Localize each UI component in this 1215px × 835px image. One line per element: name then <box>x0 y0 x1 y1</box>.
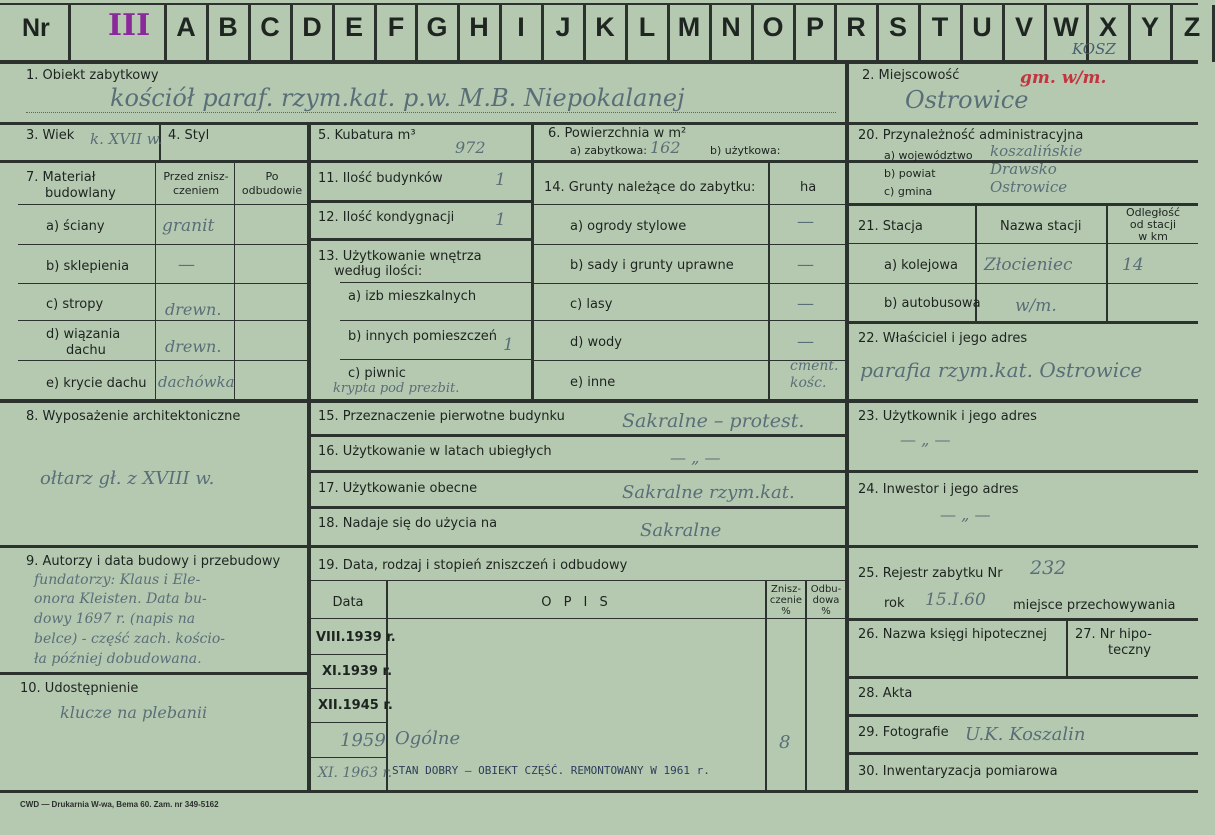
f19-r4 <box>310 757 388 758</box>
letter-index-j: J <box>555 12 571 42</box>
f7-row-d-value: drewn. <box>165 337 222 356</box>
f21-a-rule <box>848 283 1198 284</box>
f7-vline-a <box>155 162 156 400</box>
f29-top-rule <box>848 714 1198 717</box>
rule-row-2 <box>0 122 1198 125</box>
f2-value: Ostrowice <box>905 86 1029 114</box>
f7-label-1: 7. Materiał <box>26 170 96 185</box>
letter-index-b: B <box>218 12 238 42</box>
f14-row-d-label: d) wody <box>570 335 622 350</box>
f24-value: — „ — <box>940 505 991 524</box>
letter-index-g: G <box>426 12 448 42</box>
printer-footer: CWD — Drukarnia W-wa, Bema 60. Zam. nr 349-5162 <box>20 800 219 809</box>
letter-index-k: K <box>595 12 615 42</box>
f20-a: a) województwo <box>884 149 973 162</box>
f29-label: 29. Fotografie <box>858 725 949 740</box>
f7-row-a-label: a) ściany <box>46 219 105 234</box>
f8-value: ołtarz gł. z XVIII w. <box>40 468 215 489</box>
f7-row-b-label: b) sklepienia <box>46 259 130 274</box>
f19-row-4-date: 1959 <box>340 730 386 751</box>
f14-row-b-value: — <box>797 255 814 275</box>
f16-value: — „ — <box>670 448 721 467</box>
f13-label-1: 13. Użytkowanie wnętrza <box>318 249 482 264</box>
letter-index-p: P <box>805 12 824 42</box>
f19-row-1-date: VIII.1939 r. <box>316 630 396 645</box>
letter-index-s: S <box>888 12 907 42</box>
f11-rule <box>310 200 532 203</box>
letter-index-l: L <box>638 12 656 42</box>
f14-vline <box>768 162 770 400</box>
f27-label-2: teczny <box>1108 643 1151 658</box>
f19-col-date: Data <box>332 595 364 610</box>
f5-value: 972 <box>455 138 486 157</box>
f19-row-3-date: XII.1945 r. <box>318 698 393 713</box>
f9-line-1: fundatorzy: Klaus i Ele- <box>34 572 201 588</box>
roman-numeral: III <box>108 8 151 43</box>
letter-index-m: M <box>677 12 701 42</box>
f14-row-a-label: a) ogrody stylowe <box>570 219 687 234</box>
f6-sub-a: a) zabytkowa: <box>570 144 647 157</box>
f19-row-4-pct: 8 <box>779 732 791 753</box>
f28-label: 28. Akta <box>858 686 913 701</box>
f23-value: — „ — <box>900 430 951 449</box>
letter-index-t: T <box>931 12 949 42</box>
f1-value: kościół paraf. rzym.kat. p.w. M.B. Niepokalanej <box>110 84 685 112</box>
f21-label: 21. Stacja <box>858 219 923 234</box>
f21-dist-2: od stacji <box>1129 218 1177 231</box>
f7-row-d-label-2: dachu <box>66 343 106 358</box>
f3-value: k. XVII w. <box>90 130 163 148</box>
f19-col-rebuilt-1: Odbu- <box>810 584 842 595</box>
letter-index-w: W <box>1053 12 1079 42</box>
f13-b-value: 1 <box>503 335 514 355</box>
f7-r4 <box>18 360 308 361</box>
f6-value-a: 162 <box>650 138 681 157</box>
f21-b: b) autobusowa <box>884 296 981 311</box>
f22-value: parafia rzym.kat. Ostrowice <box>860 358 1143 382</box>
f6-sub-b: b) użytkowa: <box>710 144 781 157</box>
f7-row-e-value: dachówka <box>158 373 235 391</box>
rule-row-9 <box>0 545 1198 548</box>
f14-row-e-value-1: cment. <box>790 358 839 374</box>
f20-b: b) powiat <box>884 167 936 180</box>
f14-row-a-value: — <box>797 212 814 232</box>
letter-index-o: O <box>762 12 784 42</box>
f21-dist-1: Odległość <box>1125 206 1181 219</box>
f7-r2 <box>18 283 308 284</box>
f18-top-rule <box>310 506 846 509</box>
f19-r3 <box>310 722 388 723</box>
f21-head-rule <box>848 243 1198 244</box>
f25-label: 25. Rejestr zabytku Nr <box>858 566 1003 581</box>
f19-label: 19. Data, rodzaj i stopień zniszczeń i odbudowy <box>318 558 628 573</box>
f30-top-rule <box>848 752 1198 755</box>
f5-label: 5. Kubatura m³ <box>318 128 416 143</box>
f9-line-2: onora Kleisten. Data bu- <box>34 591 207 607</box>
f14-head-rule <box>533 204 846 205</box>
letter-index-r: R <box>846 12 866 42</box>
nr-separator <box>68 5 71 62</box>
f6-label: 6. Powierzchnia w m² <box>548 126 687 141</box>
letter-index-n: N <box>721 12 741 42</box>
f14-label: 14. Grunty należące do zabytku: <box>544 180 756 195</box>
f19-vline-date <box>386 580 388 792</box>
letter-index-x: X <box>1098 12 1117 42</box>
f12-rule <box>310 238 532 241</box>
f21-a-name: Złocieniec <box>984 255 1073 275</box>
f13-c: c) piwnic <box>348 366 406 381</box>
f14-unit: ha <box>800 180 817 195</box>
f19-col-destr-2: czenie <box>769 595 803 606</box>
f20-label: 20. Przynależność administracyjna <box>858 128 1084 143</box>
f1-dotline <box>26 112 836 113</box>
f13-a-rule <box>340 282 532 283</box>
letter-index-f: F <box>387 12 405 42</box>
f20-c-value: Ostrowice <box>990 178 1068 196</box>
f20-a-value: koszalińskie <box>990 142 1083 160</box>
f14-r2 <box>533 283 846 284</box>
letter-index-d: D <box>302 12 322 42</box>
f19-row-4-desc: Ogólne <box>395 728 461 749</box>
f15-value: Sakralne – protest. <box>622 410 805 432</box>
f17-label: 17. Użytkowanie obecne <box>318 481 478 496</box>
f7-vline-b <box>234 162 235 400</box>
f13-label-2: według ilości: <box>334 264 423 279</box>
f13-b: b) innych pomieszczeń <box>348 329 498 344</box>
f10-label: 10. Udostępnienie <box>20 681 139 696</box>
f1-label: 1. Obiekt zabytkowy <box>26 68 159 83</box>
rule-row-8 <box>0 399 1198 403</box>
f17-top-rule <box>310 470 846 473</box>
f14-row-c-value: — <box>797 294 814 314</box>
f9-label: 9. Autorzy i data budowy i przebudowy <box>26 554 281 569</box>
f26-top-rule <box>848 618 1198 621</box>
f14-r1 <box>533 244 846 245</box>
f7-row-a-value: granit <box>162 216 215 236</box>
f2-note: gm. w/m. <box>1020 68 1107 88</box>
f14-row-c-label: c) lasy <box>570 297 613 312</box>
f19-col-destr-1: Znisz- <box>770 584 802 595</box>
f17-value: Sakralne rzym.kat. <box>622 482 795 503</box>
kosz-note: KOSZ <box>1072 40 1116 58</box>
f14-row-b-label: b) sady i grunty uprawne <box>570 258 734 273</box>
f13-c-value: krypta pod prezbit. <box>333 381 460 396</box>
f7-head-rule <box>18 204 308 205</box>
f14-row-e-label: e) inne <box>570 375 616 390</box>
f20-b-value: Drawsko <box>990 160 1057 178</box>
f3-label: 3. Wiek <box>26 128 75 143</box>
f7-row-c-label: c) stropy <box>46 297 104 312</box>
rule-bottom <box>0 790 1198 793</box>
f11-label: 11. Ilość budynków <box>318 171 443 186</box>
f22-top-rule <box>848 321 1198 324</box>
f25-place: miejsce przechowywania <box>1013 598 1176 613</box>
f7-after-1: Po <box>265 170 279 183</box>
f8-label: 8. Wyposażenie architektoniczne <box>26 409 241 424</box>
f13-c-rule <box>340 359 532 360</box>
letter-index-u: U <box>972 12 992 42</box>
f30-label: 30. Inwentaryzacja pomiarowa <box>858 764 1058 779</box>
f7-row-e-label: e) krycie dachu <box>46 376 147 391</box>
f16-label: 16. Użytkowanie w latach ubiegłych <box>318 444 552 459</box>
f21-dist-3: w km <box>1138 230 1168 243</box>
f19-col-destr-3: % <box>781 606 791 617</box>
letter-index-h: H <box>469 12 489 42</box>
f19-row-5-desc: STAN DOBRY – OBIEKT CZĘŚĆ. REMONTOWANY W 1961 r. <box>392 764 710 777</box>
f25-rok-value: 15.I.60 <box>925 590 986 610</box>
f7-before-2: czeniem <box>172 184 220 197</box>
vline-col1 <box>307 122 311 793</box>
f19-col-rebuilt-2: dowa <box>812 595 840 606</box>
f12-label: 12. Ilość kondygnacji <box>318 210 455 225</box>
f11-value: 1 <box>495 170 506 190</box>
f21-a-km: 14 <box>1122 255 1144 275</box>
f14-r3 <box>533 320 846 321</box>
f19-col-desc: O P I S <box>541 595 612 610</box>
nr-label: Nr <box>22 14 50 42</box>
f19-r2 <box>310 688 388 689</box>
f2-label: 2. Miejscowość <box>862 68 960 83</box>
f25-rok: rok <box>884 596 905 611</box>
f7-row-d-label-1: d) wiązania <box>46 327 121 342</box>
f20-c: c) gmina <box>884 185 933 198</box>
header-bottom-rule <box>0 60 1198 64</box>
f7-r3 <box>18 320 308 321</box>
f7-row-b-value: — <box>178 255 195 275</box>
letter-index-y: Y <box>1140 12 1159 42</box>
letter-index-c: C <box>260 12 280 42</box>
f19-col-rebuilt-3: % <box>821 606 831 617</box>
f9-line-4: belce) - część zach. kościo- <box>34 631 225 647</box>
f25-value: 232 <box>1030 557 1067 579</box>
f24-label: 24. Inwestor i jego adres <box>858 482 1019 497</box>
f21-name: Nazwa stacji <box>1000 219 1082 234</box>
f21-a: a) kolejowa <box>884 258 958 273</box>
f9-line-3: dowy 1697 r. (napis na <box>34 611 196 627</box>
f19-row-2-date: XI.1939 r. <box>322 664 393 679</box>
f7-after-2: odbudowie <box>241 184 303 197</box>
f4-label: 4. Styl <box>168 128 210 143</box>
f28-top-rule <box>848 676 1198 679</box>
letter-index-z: Z <box>1183 12 1201 42</box>
f7-label-2: budowlany <box>45 186 116 201</box>
f21-b-name: w/m. <box>1015 296 1057 316</box>
f18-value: Sakralne <box>640 520 722 541</box>
header-top-rule <box>0 3 1198 5</box>
f13-b-rule <box>340 320 532 321</box>
f7-row-c-value: drewn. <box>165 300 222 319</box>
f27-label-1: 27. Nr hipo- <box>1075 627 1152 642</box>
vline-col-right <box>845 60 849 793</box>
letter-index-e: E <box>344 12 363 42</box>
f7-r1 <box>18 244 308 245</box>
f12-value: 1 <box>495 210 506 230</box>
f18-label: 18. Nadaje się do użycia na <box>318 516 498 531</box>
f29-value: U.K. Koszalin <box>965 724 1086 745</box>
f14-row-d-value: — <box>797 332 814 352</box>
letter-index-i: I <box>517 12 525 42</box>
f14-row-e-value-2: kośc. <box>790 375 827 391</box>
f27-vline <box>1066 618 1068 678</box>
f7-before-1: Przed znisz- <box>163 170 229 183</box>
f26-label: 26. Nazwa księgi hipotecznej <box>858 627 1047 642</box>
f16-top-rule <box>310 434 846 437</box>
f24-top-rule <box>848 470 1198 473</box>
f10-top-rule <box>0 672 310 675</box>
f22-label: 22. Właściciel i jego adres <box>858 331 1028 346</box>
f23-label: 23. Użytkownik i jego adres <box>858 409 1037 424</box>
f10-value: klucze na plebanii <box>60 703 208 722</box>
f15-label: 15. Przeznaczenie pierwotne budynku <box>318 409 565 424</box>
f19-r1 <box>310 654 388 655</box>
f9-line-5: ła później dobudowana. <box>34 651 202 667</box>
letter-index-v: V <box>1014 12 1033 42</box>
f13-a: a) izb mieszkalnych <box>348 289 477 304</box>
letter-index-a: A <box>176 12 196 42</box>
f19-row-5-date: XI. 1963 r. <box>318 765 393 781</box>
